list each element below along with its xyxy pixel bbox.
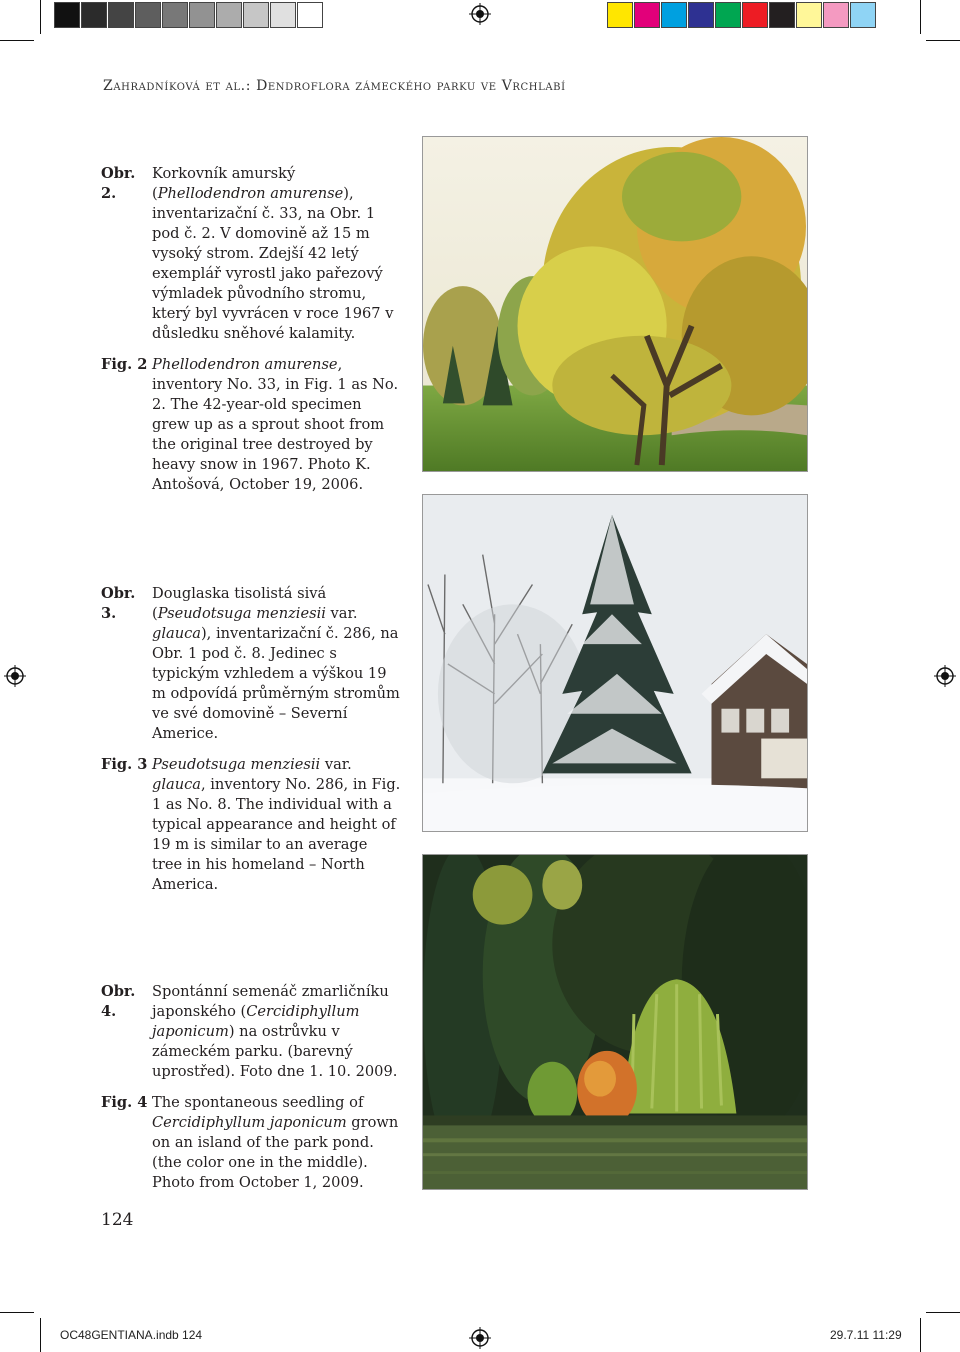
registration-mark-bottom [469,1327,491,1349]
species-name: glauca [152,776,201,793]
caption-en [101,355,401,495]
crop-mark-bottom-left-v [40,1318,41,1352]
figure-4-caption [101,982,401,1204]
caption-en [101,1093,401,1193]
species-name: glauca [152,625,201,642]
crop-mark-bottom-left [0,1312,34,1313]
caption-text: Pseudotsuga menziesii var. glauca, inventory No. 286, in Fig. 1 as No. 8. The individual with a typical appearance and height of 19 m is similar to an average tree in his homeland – North America. [152,756,401,893]
species-name: Cercidiphyllum japonicum [152,1114,347,1131]
crop-mark-bottom-right [926,1312,960,1313]
species-name: Pseudotsuga menziesii [152,756,321,773]
registration-mark-right [934,665,956,687]
color-swatch [270,2,296,28]
crop-mark-top-right-v [920,0,921,34]
caption-text: Spontánní semenáč zmarličníku japonského (Cercidiphyllum japonicum) na ostrůvku v zámeckém parku. (barevný uprostřed). Foto dne 1. 10. 2009. [152,983,398,1080]
color-swatch [742,2,768,28]
color-swatch [81,2,107,28]
color-swatch [715,2,741,28]
page-number: 124 [101,1210,134,1230]
caption-label: Fig. 2 [101,356,148,373]
registration-mark-left [4,665,26,687]
caption-text: The spontaneous seedling of Cercidiphyllum japonicum grown on an island of the park pond. (the color one in the middle). Photo from October 1, 2009. [152,1094,399,1191]
photo-cercidiphyllum-japonicum [422,854,808,1190]
slug-timestamp: 29.7.11 11:29 [830,1328,902,1342]
color-swatch [796,2,822,28]
caption-cz [101,164,401,344]
color-swatch [297,2,323,28]
photo-pseudotsuga-menziesii [422,494,808,832]
caption-text: Korkovník amurský (Phellodendron amurense), inventarizační č. 33, na Obr. 1 pod č. 2. V domovině až 15 m vysoký strom. Zdejší 42 letý exemplář vyrostl jako pařezový výmladek původního stromu, který byl vyvrácen v roce 1967 v důsledku sněhové kalamity. [152,165,394,342]
caption-cz [101,982,401,1082]
caption-cz [101,584,401,744]
caption-label: Obr. 2. [101,165,136,202]
color-swatch [823,2,849,28]
figure-3-caption [101,584,401,906]
running-header: Zahradníková et al.: Dendroflora zámeckého parku ve Vrchlabí [103,78,566,94]
caption-text: Douglaska tisolistá sivá (Pseudotsuga menziesii var. glauca), inventarizační č. 286, na Obr. 1 pod č. 8. Jedinec s typickým vzhledem a výškou 19 m odpovídá průměrným stromům ve své domovině – Severní Americe. [152,585,400,742]
crop-mark-top-left [0,40,34,41]
caption-text: Phellodendron amurense, inventory No. 33, in Fig. 1 as No. 2. The 42-year-old specimen grew up as a sprout shoot from the original tree destroyed by heavy snow in 1967. Photo K. Antošová, October 19, 2006. [152,356,399,493]
color-swatch [607,2,633,28]
color-swatch [634,2,660,28]
registration-mark-top [469,3,491,25]
crop-mark-top-left-v [40,0,41,34]
species-name: Phellodendron amurense [152,356,338,373]
caption-label: Fig. 3 [101,756,148,773]
crop-mark-bottom-right-v [920,1318,921,1352]
color-swatch [54,2,80,28]
color-swatch [216,2,242,28]
caption-label: Obr. 3. [101,585,136,622]
crop-mark-top-right [926,40,960,41]
color-swatch [162,2,188,28]
color-swatch [661,2,687,28]
color-swatch [850,2,876,28]
caption-en [101,755,401,895]
color-swatch [189,2,215,28]
figure-2-caption [101,164,401,506]
slug-file-info: OC48GENTIANA.indb 124 [60,1328,203,1342]
color-swatch [769,2,795,28]
photo-phellodendron-amurense [422,136,808,472]
color-swatch [108,2,134,28]
species-name: Cercidiphyllum japonicum [152,1003,360,1040]
species-name: Pseudotsuga menziesii [157,605,326,622]
species-name: Phellodendron amurense [157,185,344,202]
color-swatch [243,2,269,28]
color-swatch [135,2,161,28]
color-swatch [688,2,714,28]
caption-label: Obr. 4. [101,983,136,1020]
caption-label: Fig. 4 [101,1094,148,1111]
